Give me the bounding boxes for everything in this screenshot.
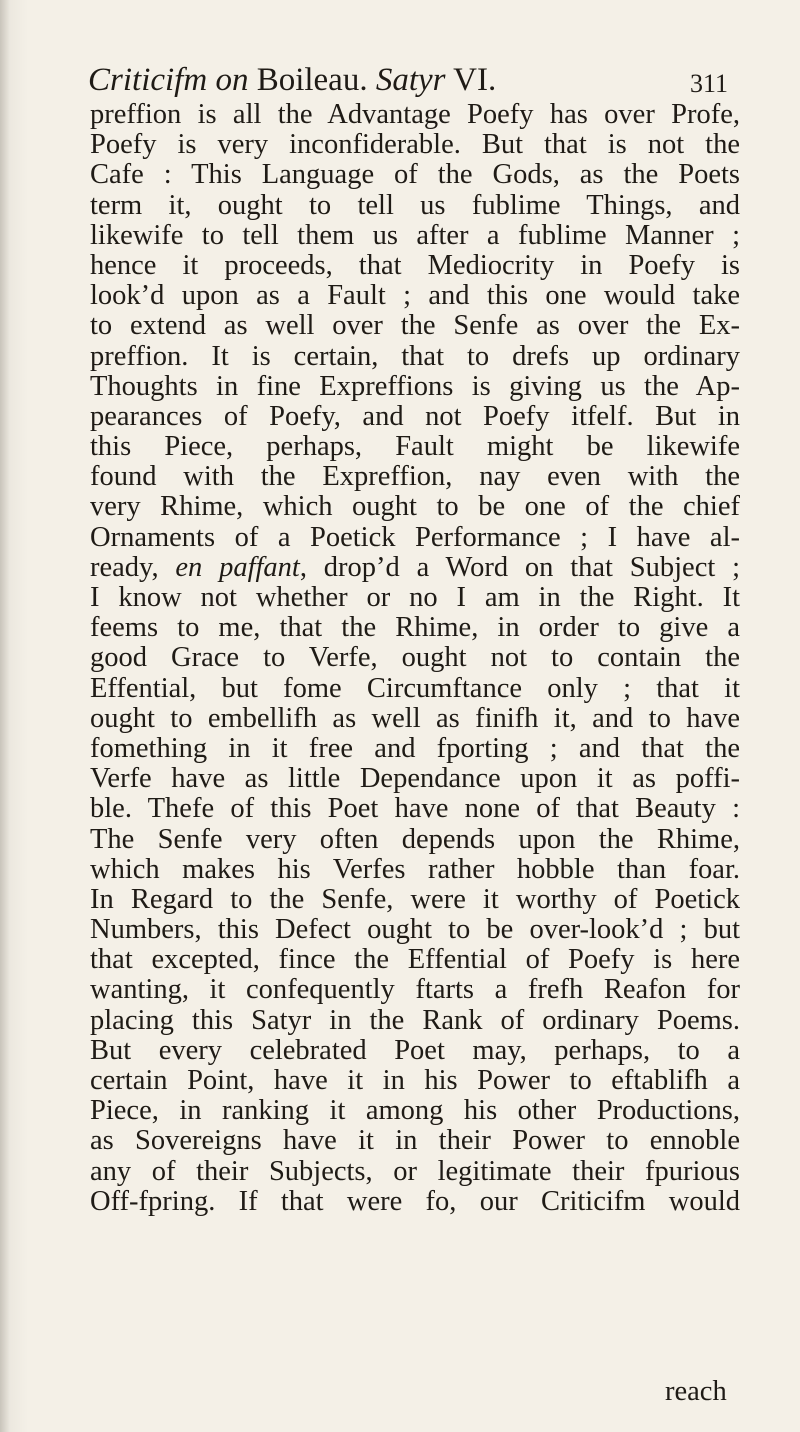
text-line: placing this Satyr in the Rank of ordinary Poems. [90,1004,740,1036]
text-line: Numbers, this Defect ought to be over-look’d ; but [90,914,740,946]
text-line: preffion is all the Advantage Poefy has over Profe, [90,99,740,130]
text-line: Off-fpring. If that were fo, our Criticifm would [90,1185,740,1217]
text-line: hence it proceeds, that Mediocrity in Poefy is [90,249,740,281]
text-line: found with the Expreffion, nay even with the [90,461,740,493]
text-line: feems to me, that the Rhime, in order to give a [90,612,740,644]
text-line: Ornaments of a Poetick Performance ; I have al- [90,521,740,553]
page-gutter-shadow [0,0,10,1432]
page-number: 311 [689,69,728,98]
text-line: that excepted, fince the Effential of Poefy is here [90,944,740,976]
running-head-on: on [207,62,257,98]
running-head [88,58,728,102]
catchword: reach [665,1376,727,1407]
italic-phrase: en paffant [175,551,300,583]
text-line: any of their Subjects, or legitimate their fpurious [90,1155,740,1187]
body-text [90,100,740,1217]
text-line: look’d upon as a Fault ; and this one would take [90,280,740,312]
text-line: wanting, it confequently ftarts a frefh Reafon for [90,974,740,1006]
text-line: preffion. It is certain, that to drefs up ordinary [90,340,740,372]
text-line: likewife to tell them us after a fublime Manner ; [90,219,740,251]
text-line-mixed [90,553,740,583]
text-line: pearances of Poefy, and not Poefy itfelf. But in [90,400,740,432]
text-line: Thoughts in fine Expreffions is giving us the Ap- [90,370,740,402]
running-head-satyr: Satyr [375,62,446,98]
text-line: certain Point, have it in his Power to eftablifh a [90,1065,740,1096]
text-line: to extend as well over the Senfe as over the Ex- [90,310,740,342]
text-line: which makes his Verfes rather hobble than foar. [90,853,740,885]
text-line: I know not whether or no I am in the Right. It [90,582,740,613]
text-line: The Senfe very often depends upon the Rhime, [90,823,740,855]
text-line: Cafe : This Language of the Gods, as the Poets [90,159,740,191]
text-line: Effential, but fome Circumftance only ; that it [90,672,740,704]
text-line: fomething in it free and fporting ; and that the [90,732,740,764]
text-line: term it, ought to tell us fublime Things, and [90,189,740,221]
text-line: Poefy is very inconfiderable. But that is not the [90,129,740,161]
text-line: But every celebrated Poet may, perhaps, to a [90,1034,740,1066]
text-line: very Rhime, which ought to be one of the chief [90,491,740,523]
text-line: good Grace to Verfe, ought not to contain the [90,642,740,674]
text-line: ble. Thefe of this Poet have none of that Beauty : [90,793,740,825]
text-line: as Sovereigns have it in their Power to ennoble [90,1125,740,1157]
text-line: ought to embellifh as well as finifh it, and to have [90,702,740,734]
running-head-boileau: Boileau. [256,62,376,98]
text-line: this Piece, perhaps, Fault might be likewife [90,431,740,463]
running-head-criticism: Criticifm [88,62,208,98]
text-line: Piece, in ranking it among his other Productions, [90,1095,740,1127]
text-fragment: , drop’d a Word on that Subject ; [299,551,740,583]
text-fragment: ready, [90,551,176,583]
text-line: Verfe have as little Dependance upon it as poffi- [90,763,740,795]
text-line: In Regard to the Senfe, were it worthy of Poetick [90,883,740,915]
running-head-number: VI. [445,62,497,98]
